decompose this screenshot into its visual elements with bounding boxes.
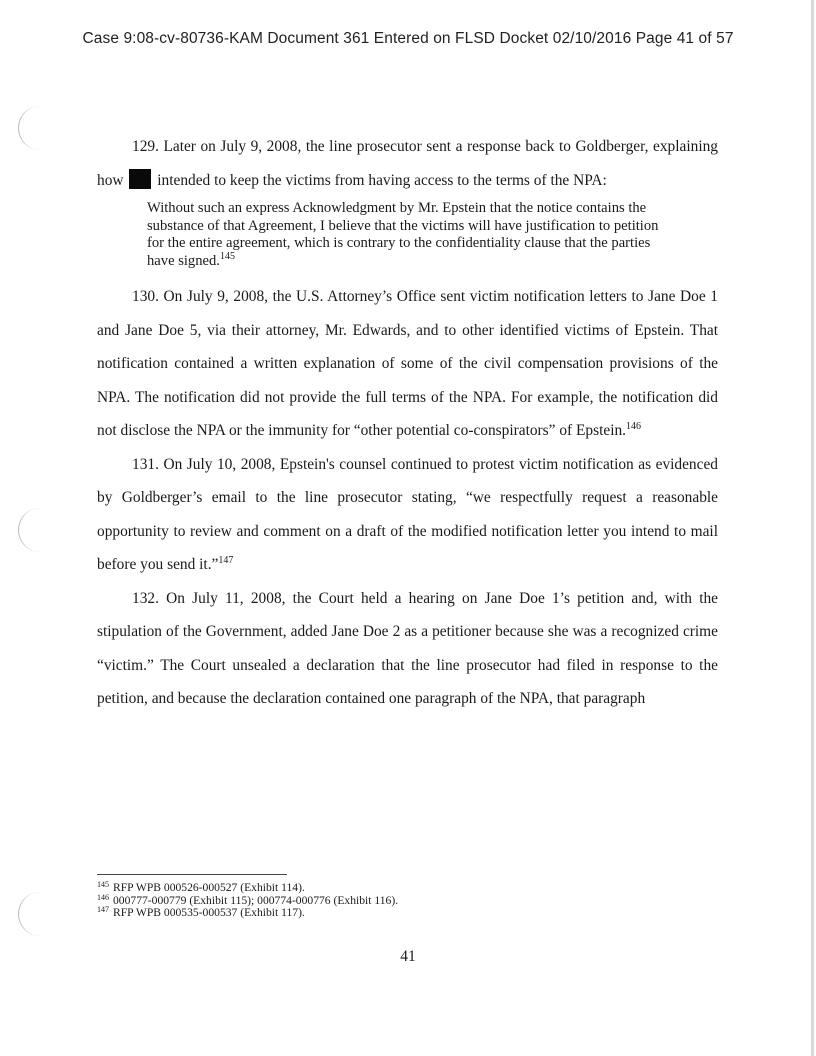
paragraph-130-text: 130. On July 9, 2008, the U.S. Attorney’s Office sent victim notification letters to Jane Doe 1 and Jane Doe 5, via their attorney, Mr. Edwards, and to other identified victims of Epstein. That notification contained a written explanation of some of the civil compensation provisions of the NPA. The notification did not provide the full terms of the NPA. For example, the notification did not disclose the NPA or the immunity for “other potential co-conspirators” of Epstein. bbox=[97, 288, 718, 439]
footnote-147: $^{147}$ RFP WPB 000535-000537 (Exhibit 117). bbox=[97, 905, 305, 919]
docket-header: Case 9:08-cv-80736-KAM Document 361 Entered on FLSD Docket 02/10/2016 Page 41 of 57 bbox=[82, 30, 734, 47]
punch-hole-mark bbox=[18, 892, 41, 936]
redaction-box bbox=[129, 169, 151, 189]
paragraph-130 bbox=[97, 280, 718, 448]
footnote-145: $^{145}$ RFP WPB 000526-000527 (Exhibit 114). bbox=[97, 880, 305, 894]
footnotes bbox=[97, 882, 597, 920]
footnote-ref-146: 146 bbox=[626, 421, 642, 432]
block-quote-text: Without such an express Acknowledgment by Mr. Epstein that the notice contains the substance of that Agreement, I believe that the victims will have justification to petition for the entire agreement, which is contrary to the confidentiality clause that the parties have signed. bbox=[147, 200, 659, 269]
footnote-ref-147: 147 bbox=[218, 555, 234, 566]
paragraph-131-text: 131. On July 10, 2008, Epstein's counsel continued to protest victim notification as evidenced by Goldberger’s email to the line prosecutor stating, “we respectfully request a reasonable opportunity to review and comment on a draft of the modified notification letter you intend to mail before you send it.” bbox=[97, 455, 718, 573]
paragraph-131 bbox=[97, 448, 718, 582]
block-quote bbox=[147, 200, 677, 270]
footnote-ref-145: 145 bbox=[219, 250, 235, 262]
footnote-divider bbox=[97, 874, 287, 875]
page-edge bbox=[811, 0, 814, 1056]
punch-hole-mark bbox=[18, 106, 41, 150]
paragraph-129-tail: intended to keep the victims from having access to the terms of the NPA: bbox=[157, 171, 607, 189]
body-text bbox=[97, 130, 718, 716]
page-number: 41 bbox=[400, 948, 416, 965]
paragraph-129 bbox=[97, 130, 718, 197]
footnote-146: $^{146}$ 000777-000779 (Exhibit 115); 000774-000776 (Exhibit 116). bbox=[97, 892, 399, 907]
punch-hole-mark bbox=[18, 508, 41, 552]
paragraph-129-lead: 129. Later on July 9, 2008, the line prosecutor sent a response back to Goldberger, explaining how bbox=[97, 138, 718, 189]
paragraph-132-text: 132. On July 11, 2008, the Court held a hearing on Jane Doe 1’s petition and, with the stipulation of the Government, added Jane Doe 2 as a petitioner because she was a recognized crime “victim.” The Court unsealed a declaration that the line prosecutor had filed in response to the petition, and because the declaration contained one paragraph of the NPA, that paragraph bbox=[97, 589, 718, 707]
paragraph-132 bbox=[97, 582, 718, 716]
